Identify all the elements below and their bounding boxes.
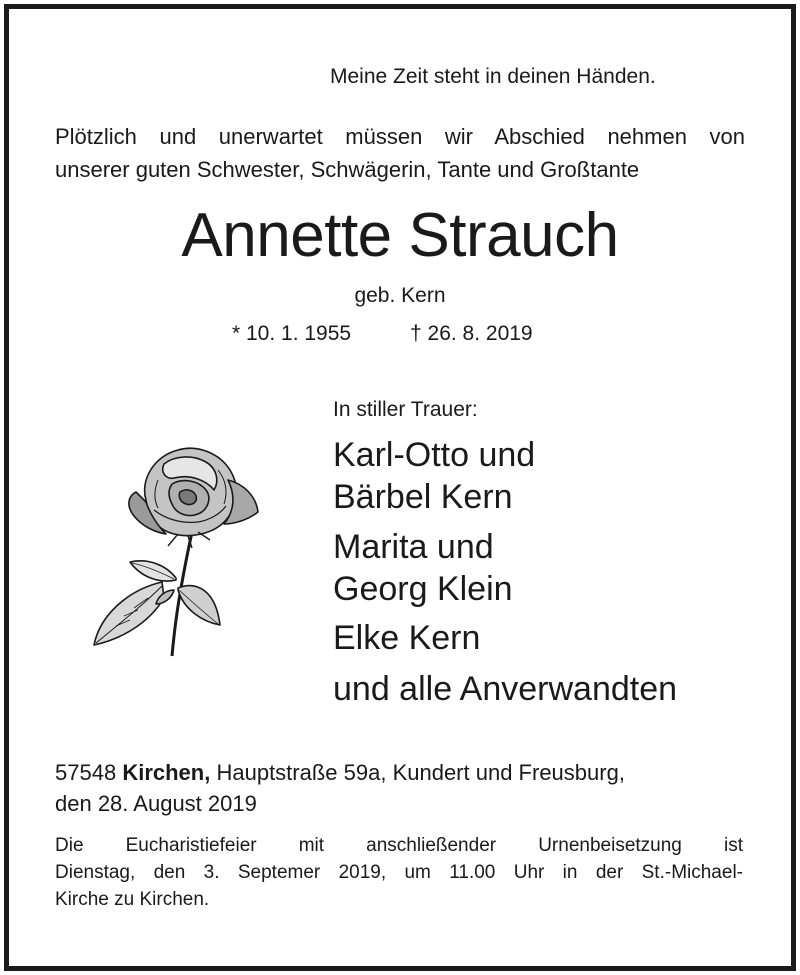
town: Kirchen, [122, 760, 211, 785]
maiden-name: geb. Kern [354, 284, 446, 307]
mourner-group-4 [333, 668, 677, 710]
mass-line-3: Kirche zu Kirchen. [55, 889, 210, 910]
mass-line-1: Die Eucharistiefeier mit anschließender Urnenbeisetzung ist [55, 835, 743, 856]
motto: Meine Zeit steht in deinen Händen. [330, 65, 656, 88]
mourner-line: Georg Klein [333, 570, 513, 608]
mourner-line: Elke Kern [333, 619, 481, 657]
rose-icon [88, 440, 273, 660]
mourner-line: Karl-Otto und [333, 436, 536, 474]
postcode: 57548 [55, 760, 117, 785]
mourner-group-1 [333, 434, 535, 518]
intro-line-1: Plötzlich und unerwartet müssen wir Abschied nehmen von [55, 124, 745, 149]
intro-line-2: unserer guten Schwester, Schwägerin, Tante und Großtante [55, 157, 640, 182]
mourning-heading: In stiller Trauer: [333, 398, 478, 421]
address-line [55, 757, 745, 788]
death-date: † 26. 8. 2019 [410, 322, 533, 345]
address-date: den 28. August 2019 [55, 791, 257, 816]
mourner-group-2 [333, 526, 513, 610]
address-rest: Hauptstraße 59a, Kundert und Freusburg, [216, 760, 625, 785]
mass-notice [55, 832, 743, 913]
deceased-name: Annette Strauch [181, 201, 619, 270]
mourner-line: und alle Anverwandten [333, 670, 678, 708]
mass-line-2: Dienstag, den 3. Septemer 2019, um 11.00 Uhr in der St.-Michael- [55, 862, 743, 883]
address-block [55, 757, 745, 819]
mourner-line: Bärbel Kern [333, 478, 513, 516]
mourner-line: Marita und [333, 528, 494, 566]
mourner-group-3 [333, 617, 480, 659]
intro-text [55, 120, 745, 186]
birth-date: * 10. 1. 1955 [232, 322, 352, 345]
